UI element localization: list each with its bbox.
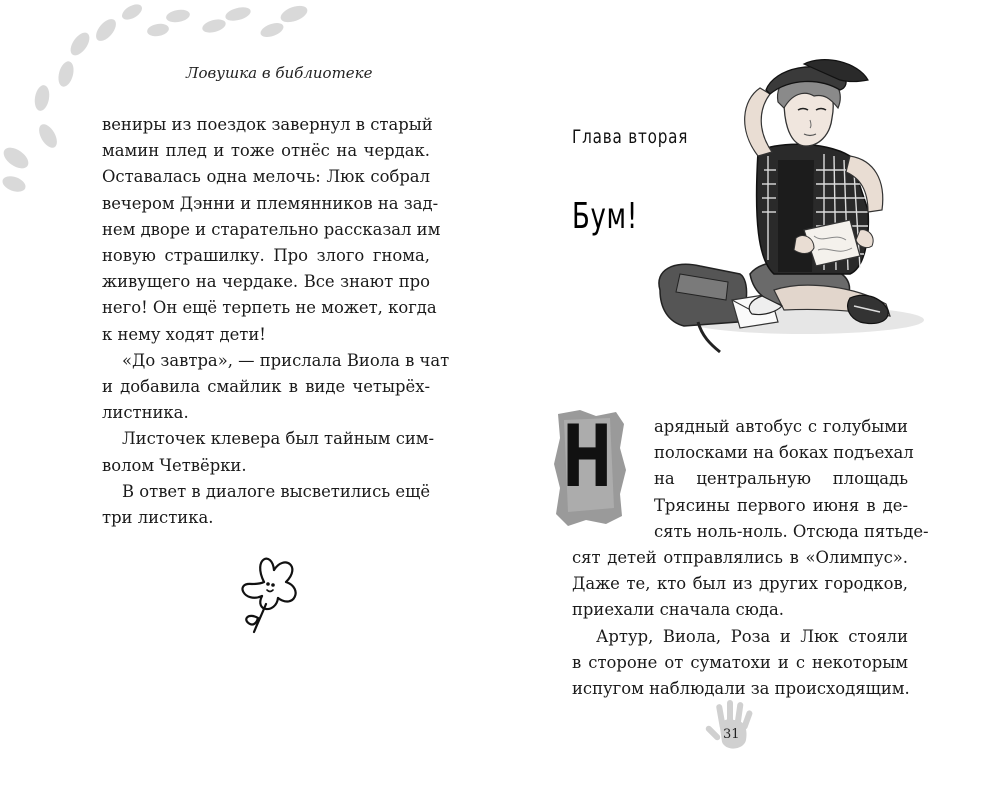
text-line: в стороне от суматохи и с некоторым xyxy=(572,652,908,672)
text-line: Артур, Виола, Роза и Люк стояли xyxy=(596,626,908,646)
text-line: Трясины первого июня в де- xyxy=(654,495,908,515)
text-line: листника. xyxy=(102,403,189,423)
text-line: вениры из поездок завернул в старый xyxy=(102,115,433,134)
text-line: Оставалась одна мелочь: Люк собрал xyxy=(102,167,430,187)
text-line: полосками на боках подъехал xyxy=(654,443,914,463)
handprint-decoration xyxy=(708,698,758,754)
text-line: три листика. xyxy=(102,508,214,528)
text-line: сят детей отправлялись в «Олимпус». xyxy=(572,548,908,568)
text-line: волом Четвёрки. xyxy=(102,455,247,475)
text-line: него! Он ещё терпеть не может, когда xyxy=(102,298,437,318)
text-line: приехали сначала сюда. xyxy=(572,600,785,620)
text-line: Даже те, кто был из других городков, xyxy=(572,574,908,594)
flower-doodle-icon xyxy=(228,548,308,638)
text-line: и добавила смайлик в виде четырёх- xyxy=(102,377,430,397)
chapter-label: Глава вторая xyxy=(572,126,689,148)
text-line: Листочек клевера был тайным сим- xyxy=(122,429,435,449)
right-body-text xyxy=(572,414,929,702)
text-line: на центральную площадь xyxy=(654,469,908,489)
text-line: сять ноль-ноль. Отсюда пятьде- xyxy=(654,521,929,541)
chapter-title: Бум! xyxy=(572,196,638,237)
text-line: вечером Дэнни и племянников на зад- xyxy=(102,193,439,213)
page-number: 31 xyxy=(723,727,740,742)
drop-cap-letter: Н xyxy=(562,407,613,507)
text-line: живущего на чердаке. Все знают про xyxy=(102,272,430,292)
text-line: нем дворе и старательно рассказал им xyxy=(102,219,441,239)
text-line: «До завтра», — прислала Виола в чат xyxy=(122,350,450,370)
text-line: новую страшилку. Про злого гнома, xyxy=(102,246,430,266)
text-line: В ответ в диалоге высветились ещё xyxy=(122,481,431,501)
text-line: мамин плед и тоже отнёс на чердак. xyxy=(102,141,430,161)
left-body-text xyxy=(102,112,450,531)
boy-illustration xyxy=(654,60,904,350)
text-line: к нему ходят дети! xyxy=(102,324,266,344)
running-head: Ловушка в библиотеке xyxy=(186,64,373,82)
text-line: арядный автобус с голубыми xyxy=(654,417,908,436)
text-line: испугом наблюдали за происходящим. xyxy=(572,679,910,699)
